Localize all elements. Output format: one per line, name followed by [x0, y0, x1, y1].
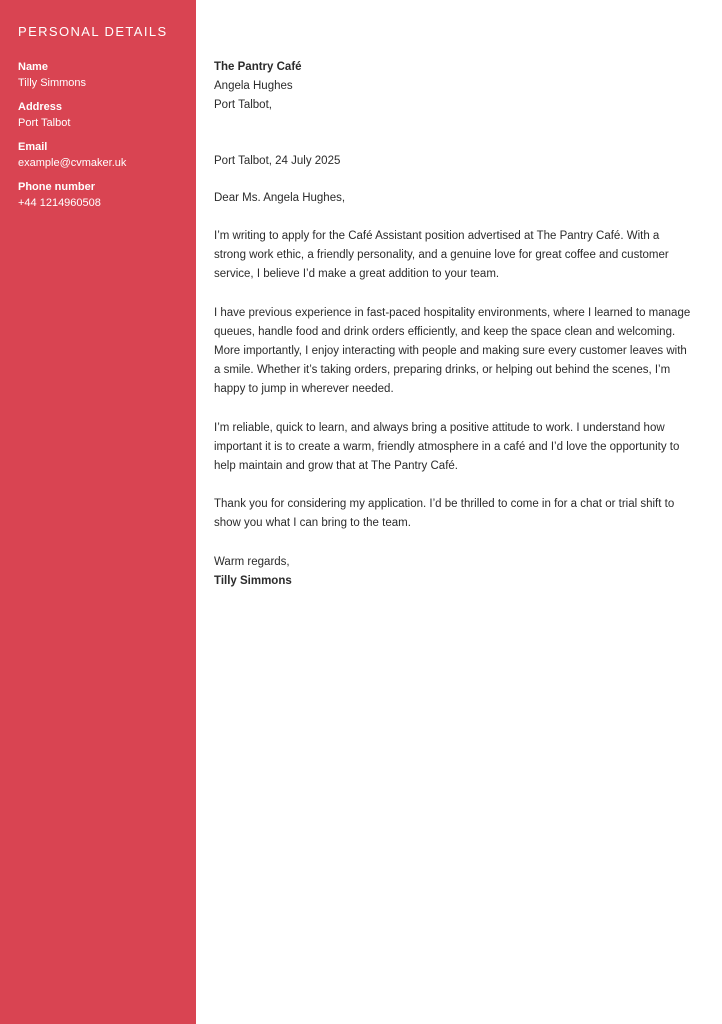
personal-details-sidebar	[0, 0, 196, 1024]
paragraph-intro: I’m writing to apply for the Café Assistant position advertised at The Pantry Café. With a strong work ethic, a friendly personality, and a genuine love for great coffee and customer service, I believe I’d make a great addition to your team.	[214, 230, 669, 281]
sidebar-title: PERSONAL DETAILS	[18, 24, 168, 39]
address-detail	[18, 99, 186, 131]
paragraph-experience: I have previous experience in fast-paced hospitality environments, where I learned to manage queues, handle food and drink orders efficiently, and keep the space clean and welcoming. More importantly, I enjoy interacting with people and making sure every customer leaves with a smile. Whether it’s taking orders, preparing drinks, or helping out behind the scenes, I’m happy to jump in wherever needed.	[214, 306, 691, 396]
name-value: Tilly Simmons	[18, 77, 87, 89]
letter-body	[214, 58, 694, 591]
paragraph-qualities: I’m reliable, quick to learn, and always bring a positive attitude to work. I understand how important it is to create a warm, friendly atmosphere in a café and I’d love the opportunity to help maintain and grow that at The Pantry Café.	[214, 421, 680, 473]
letter-date: Port Talbot, 24 July 2025	[214, 154, 341, 167]
email-label: Email	[18, 141, 48, 153]
name-label: Name	[18, 61, 48, 73]
email-value: example@cvmaker.uk	[18, 157, 127, 169]
salutation: Dear Ms. Angela Hughes,	[214, 191, 346, 204]
recipient-company: The Pantry Café	[214, 61, 302, 73]
recipient-city: Port Talbot,	[214, 99, 272, 112]
phone-value: +44 1214960508	[18, 197, 101, 209]
address-value: Port Talbot	[18, 117, 71, 129]
recipient-block	[214, 58, 694, 116]
signature: Tilly Simmons	[214, 574, 292, 587]
phone-detail	[18, 179, 186, 211]
name-detail	[18, 59, 186, 91]
closing: Warm regards,	[214, 555, 290, 568]
paragraph-thanks: Thank you for considering my application. I’d be thrilled to come in for a chat or trial shift to show you what I can bring to the team.	[214, 498, 675, 530]
phone-label: Phone number	[18, 181, 96, 193]
address-label: Address	[18, 101, 63, 113]
email-detail	[18, 139, 186, 171]
recipient-name: Angela Hughes	[214, 80, 293, 93]
